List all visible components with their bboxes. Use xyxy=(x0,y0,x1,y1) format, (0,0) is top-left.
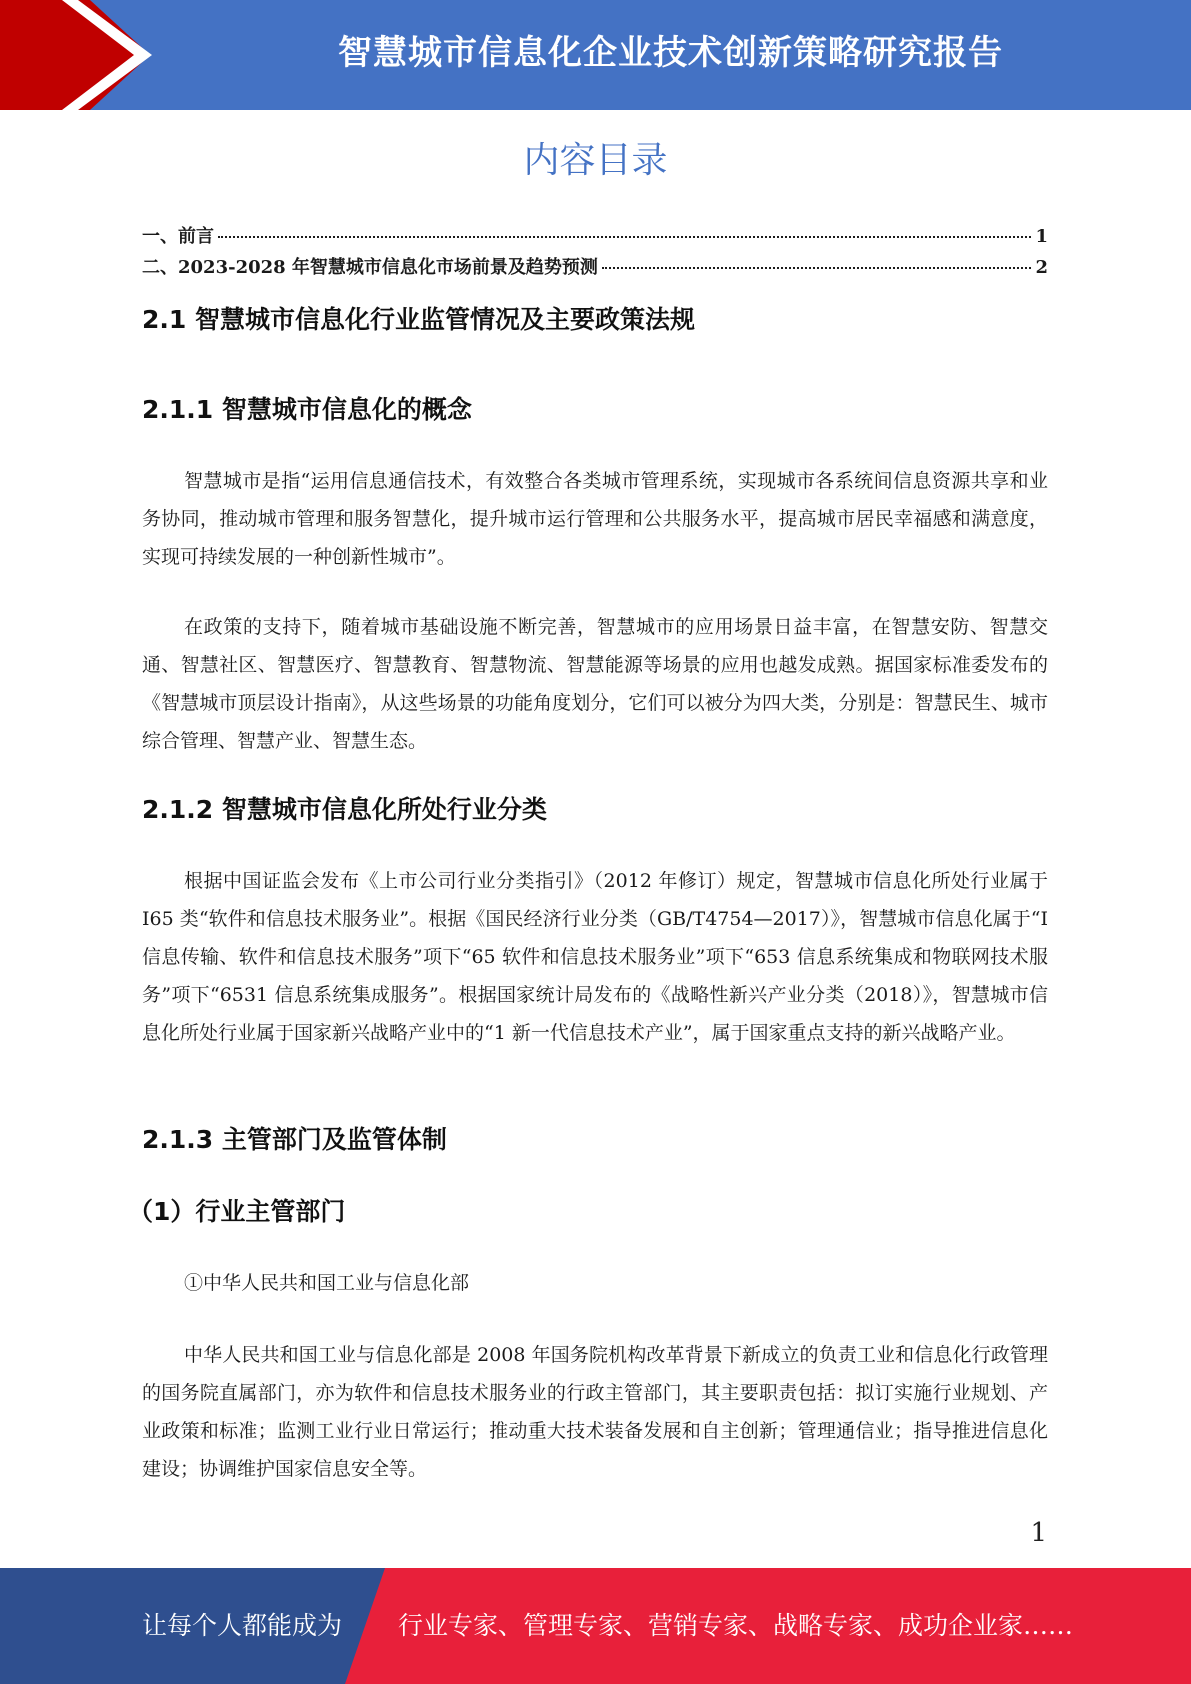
toc-entry-page: 1 xyxy=(1035,226,1048,247)
subsection-heading-authority: （1）行业主管部门 xyxy=(128,1197,346,1226)
paragraph-concept: 智慧城市是指“运用信息通信技术，有效整合各类城市管理系统，实现城市各系统间信息资源共享和业务协同，推动城市管理和服务智慧化，提升城市运行管理和公共服务水平，提高城市居民幸福感和满意度，实现可持续发展的一种创新性城市”。 xyxy=(142,470,1048,568)
section-heading-2-1-3: 2.1.3 主管部门及监管体制 xyxy=(142,1125,447,1154)
report-title: 智慧城市信息化企业技术创新策略研究报告 xyxy=(338,33,1003,73)
toc-entry-label: 一、前言 xyxy=(142,226,214,247)
paragraph-policy: 在政策的支持下，随着城市基础设施不断完善，智慧城市的应用场景日益丰富，在智慧安防、智慧交通、智慧社区、智慧医疗、智慧教育、智慧物流、智慧能源等场景的应用也越发成熟。据国家标准委发布的《智慧城市顶层设计指南》，从这些场景的功能角度划分，它们可以被分为四大类，分别是：智慧民生、城市综合管理、智慧产业、智慧生态。 xyxy=(142,616,1048,752)
paragraph-classification: 根据中国证监会发布《上市公司行业分类指引》（2012 年修订）规定，智慧城市信息化所处行业属于 I65 类“软件和信息技术服务业”。根据《国民经济行业分类（GB/T4754—2017）》，智慧城市信息化属于“I 信息传输、软件和信息技术服务”项下“65 软件和信息技术服务业”项下“653 信息系统集成和物联网技术服务”项下“6531 信息系统集成服务”。根据国家统计局发布的《战略性新兴产业分类（2018）》，智慧城市信息化所处行业属于国家新兴战略产业中的“1 新一代信息技术产业”，属于国家重点支持的新兴战略产业。 xyxy=(142,870,1048,1044)
section-heading-2-1-2: 2.1.2 智慧城市信息化所处行业分类 xyxy=(142,795,547,824)
footer-banner xyxy=(0,1568,1191,1684)
table-of-contents xyxy=(142,222,1048,284)
toc-leader-dots xyxy=(218,236,1031,238)
header-banner xyxy=(0,0,1191,110)
toc-entry-label: 二、2023-2028 年智慧城市信息化市场前景及趋势预测 xyxy=(142,257,598,278)
section-heading-2-1: 2.1 智慧城市信息化行业监管情况及主要政策法规 xyxy=(142,305,695,334)
toc-title: 内容目录 xyxy=(523,140,668,181)
footer-slogan-left: 让每个人都能成为 xyxy=(142,1611,343,1640)
footer-slogan-right: 行业专家、管理专家、营销专家、战略专家、成功企业家…… xyxy=(398,1611,1074,1640)
toc-entry-preface[interactable] xyxy=(142,222,1048,253)
header-red-arrow xyxy=(0,0,150,110)
toc-entry-forecast[interactable] xyxy=(142,253,1048,284)
paragraph-ministry-name: ①中华人民共和国工业与信息化部 xyxy=(184,1272,470,1294)
toc-leader-dots xyxy=(602,267,1032,269)
section-heading-2-1-1: 2.1.1 智慧城市信息化的概念 xyxy=(142,395,472,424)
toc-entry-page: 2 xyxy=(1035,257,1048,278)
page-number: 1 xyxy=(1030,1518,1047,1548)
paragraph-ministry-duties: 中华人民共和国工业与信息化部是 2008 年国务院机构改革背景下新成立的负责工业和信息化行政管理的国务院直属部门，亦为软件和信息技术服务业的行政主管部门，其主要职责包括：拟订实施行业规划、产业政策和标准；监测工业行业日常运行；推动重大技术装备发展和自主创新；管理通信业；指导推进信息化建设；协调维护国家信息安全等。 xyxy=(142,1344,1048,1480)
